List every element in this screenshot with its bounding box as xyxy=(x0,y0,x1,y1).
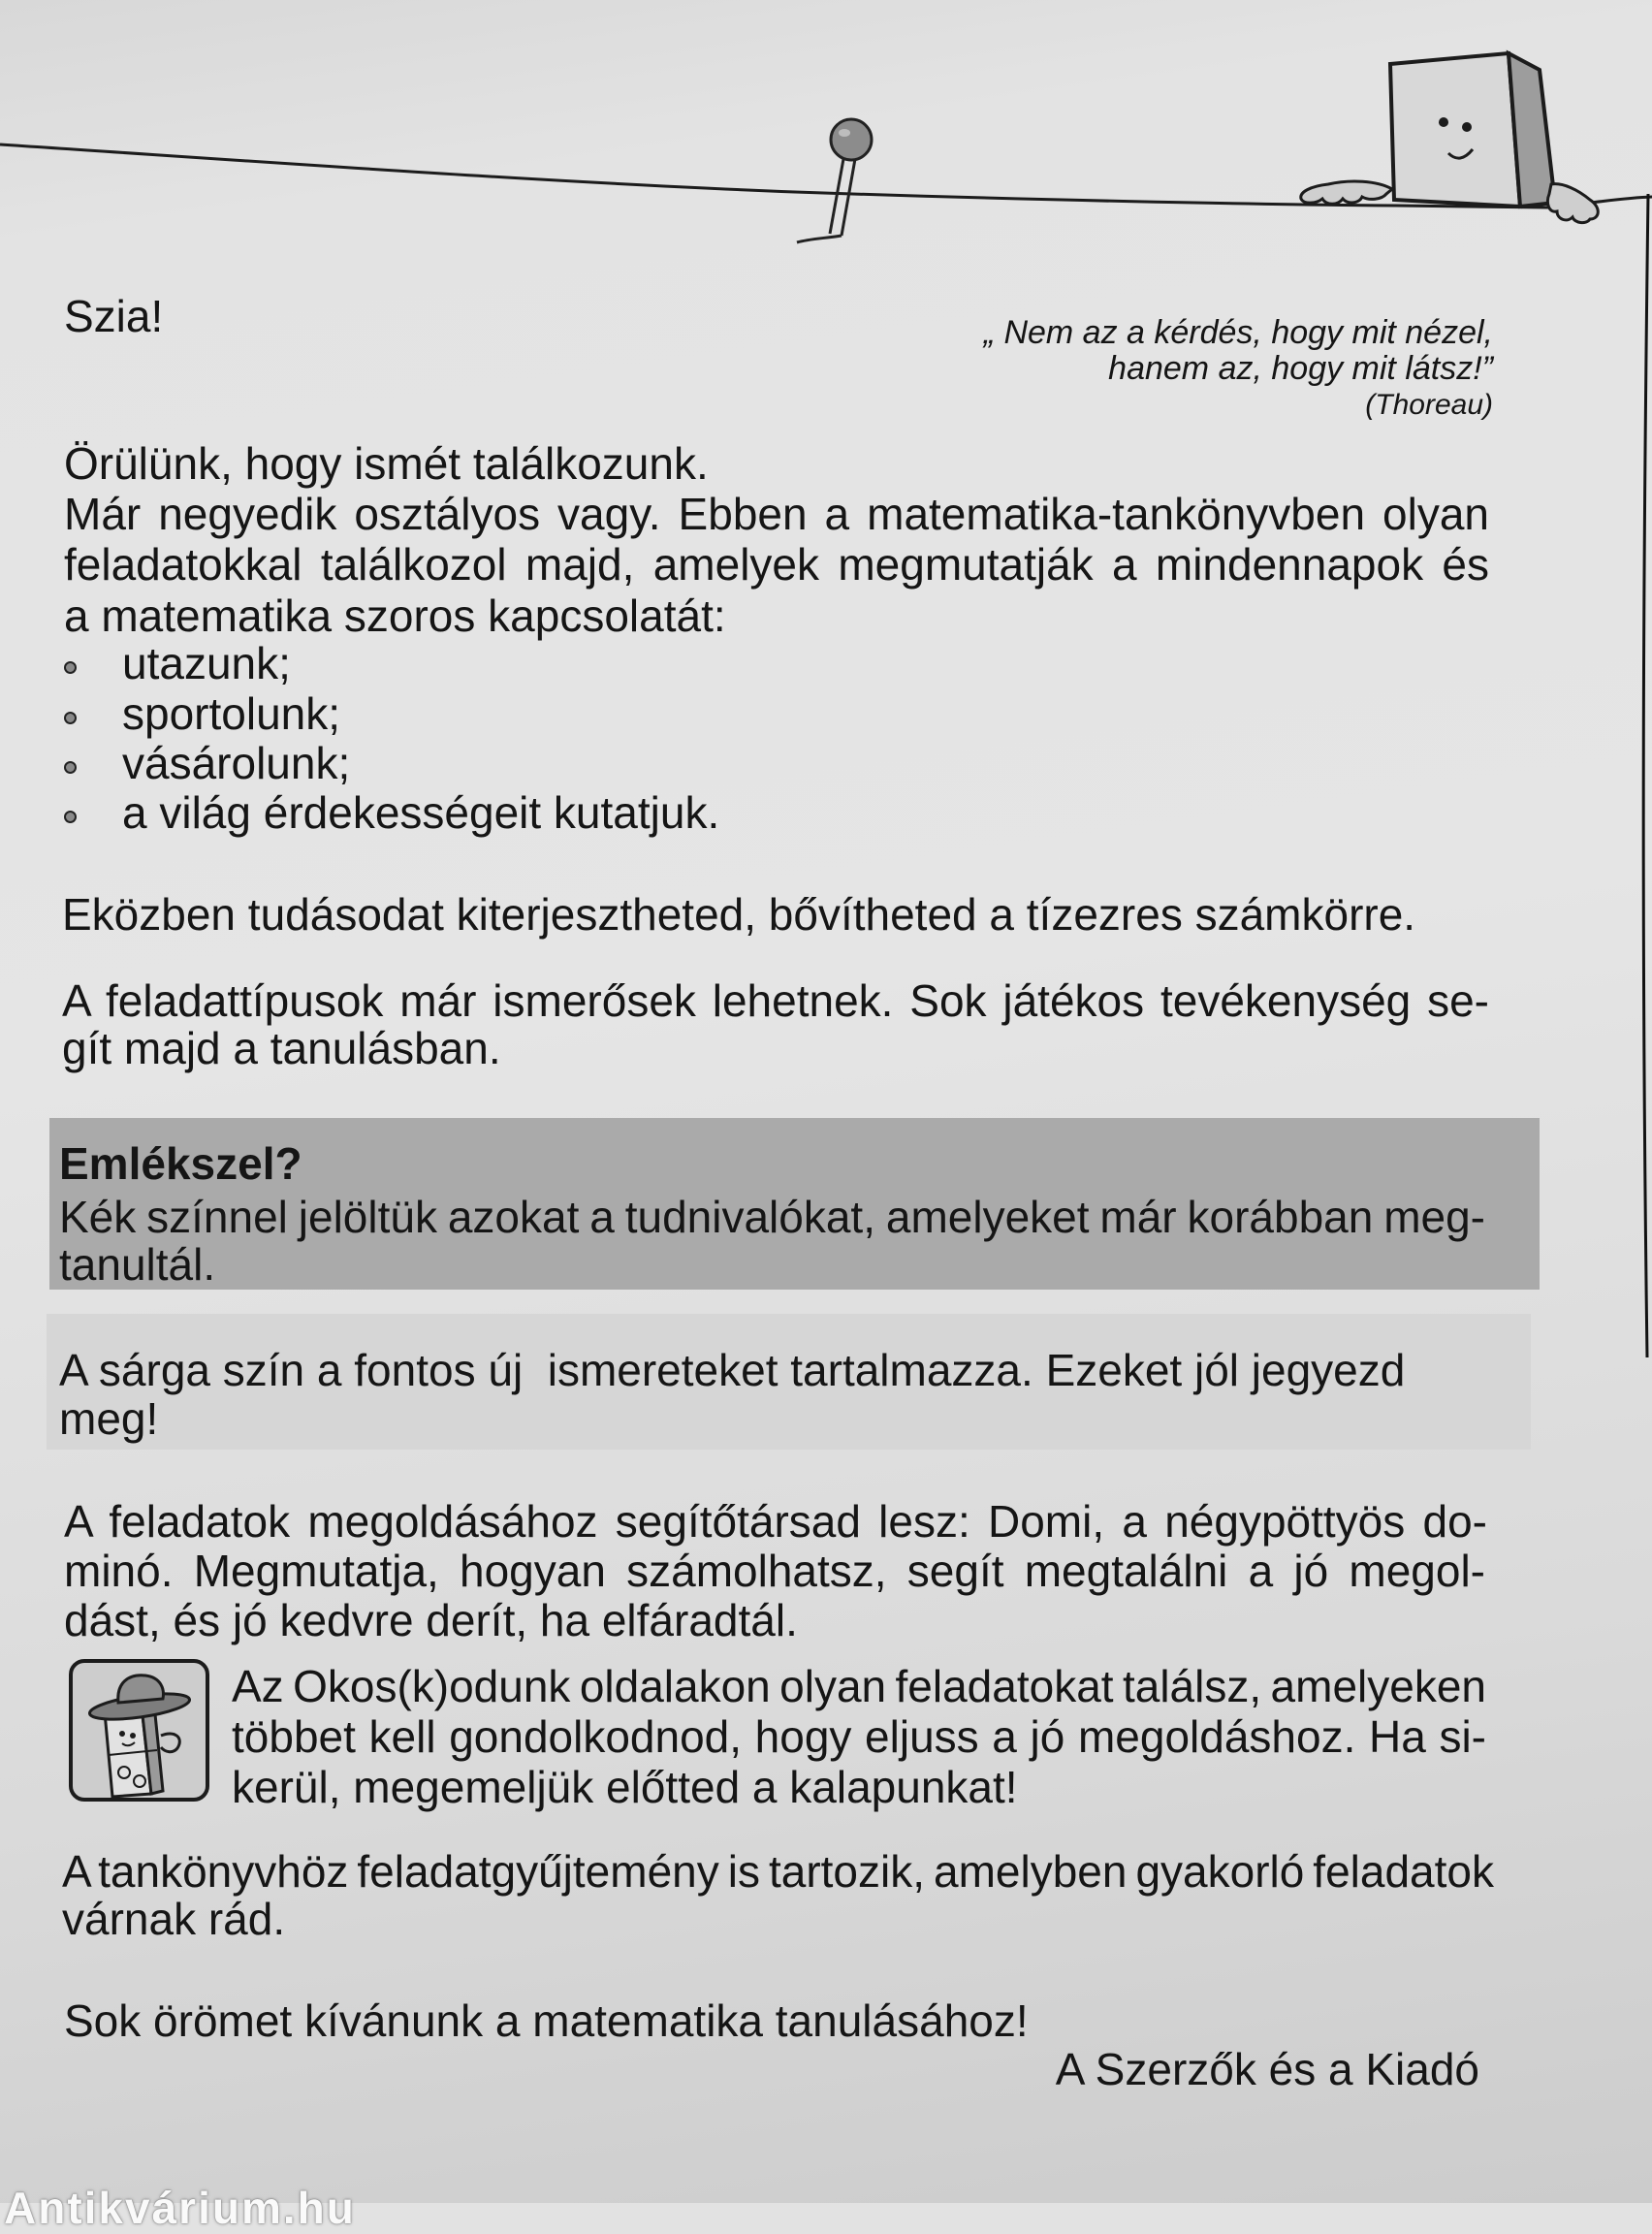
bullet-item xyxy=(64,688,937,739)
domi-line: dást, és jó kedvre derít, ha elfáradtál. xyxy=(64,1595,798,1645)
bullet-item xyxy=(64,638,937,688)
bullet-icon xyxy=(64,661,77,674)
domi-line: A feladatok megoldásához segítőtársad lesz: Domi, a négypöttyös do- xyxy=(64,1496,1487,1547)
left-hand-icon xyxy=(1301,181,1392,204)
signature: A Szerzők és a Kiadó xyxy=(1055,2044,1479,2094)
extend-paragraph: Eközben tudásodat kiterjesztheted, bővítheted a tízezres számkörre. xyxy=(62,889,1416,940)
remember-line: Kék színnel jelöltük azokat a tudnivalókat, amelyeket már korábban meg- xyxy=(59,1192,1485,1242)
watermark xyxy=(0,2180,427,2233)
intro-line: Már negyedik osztályos vagy. Ebben a matematika-tankönyvben olyan xyxy=(64,489,1489,539)
greeting: Szia! xyxy=(64,291,164,341)
domino-with-hat-icon xyxy=(68,1658,210,1803)
remember-title: Emlékszel? xyxy=(59,1138,302,1189)
bullet-text: utazunk; xyxy=(122,638,291,688)
horizon-line xyxy=(0,144,1652,207)
okos-line: többet kell gondolkodnod, hogy eljuss a jó megoldáshoz. Ha si- xyxy=(232,1711,1486,1762)
pin-figure-illustration xyxy=(797,119,872,242)
bullet-item xyxy=(64,738,937,788)
epigraph-quote xyxy=(984,315,1493,423)
domino-character-illustration xyxy=(1301,53,1598,223)
quote-line: „ Nem az a kérdés, hogy mit nézel, xyxy=(983,314,1493,351)
new-knowledge-line: meg! xyxy=(59,1393,159,1444)
bullet-item xyxy=(64,787,937,838)
bullet-icon xyxy=(64,811,77,823)
domi-line: minó. Megmutatja, hogyan számolhatsz, segít megtalálni a jó megol- xyxy=(64,1546,1485,1596)
closing-wish: Sok örömet kívánunk a matematika tanulásához! xyxy=(64,1995,1029,2046)
workbook-line: A tankönyvhöz feladatgyűjtemény is tartozik, amelyben gyakorló feladatok xyxy=(62,1846,1494,1897)
task-types-line: A feladattípusok már ismerősek lehetnek. Sok játékos tevékenység se- xyxy=(62,975,1489,1026)
intro-line: Örülünk, hogy ismét találkozunk. xyxy=(64,438,709,489)
bullet-text: a világ érdekességeit kutatjuk. xyxy=(122,787,720,838)
okos-line: Az Okos(k)odunk oldalakon olyan feladatokat találsz, amelyeken xyxy=(232,1661,1486,1711)
right-hand-icon xyxy=(1547,184,1598,223)
bullet-icon xyxy=(64,761,77,774)
quote-line: hanem az, hogy mit látsz!” xyxy=(1108,350,1493,387)
new-knowledge-line: A sárga szín a fontos új ismereteket tartalmazza. Ezeket jól jegyezd xyxy=(59,1345,1406,1395)
quote-author: (Thoreau) xyxy=(1365,389,1493,421)
workbook-line: várnak rád. xyxy=(62,1894,286,1944)
bullet-text: sportolunk; xyxy=(122,688,341,739)
okos-line: kerül, megemeljük előtted a kalapunkat! xyxy=(232,1762,1018,1812)
intro-line: a matematika szoros kapcsolatát: xyxy=(64,590,726,641)
bullet-icon xyxy=(64,712,77,724)
remember-line: tanultál. xyxy=(59,1239,216,1290)
page-edge-line xyxy=(1643,194,1648,1357)
bullet-text: vásárolunk; xyxy=(122,738,351,788)
watermark-text: Antikvárium.hu xyxy=(4,2183,356,2233)
task-types-line: gít majd a tanulásban. xyxy=(62,1023,501,1073)
intro-line: feladatokkal találkozol majd, amelyek megmutatják a mindennapok és xyxy=(64,539,1489,590)
